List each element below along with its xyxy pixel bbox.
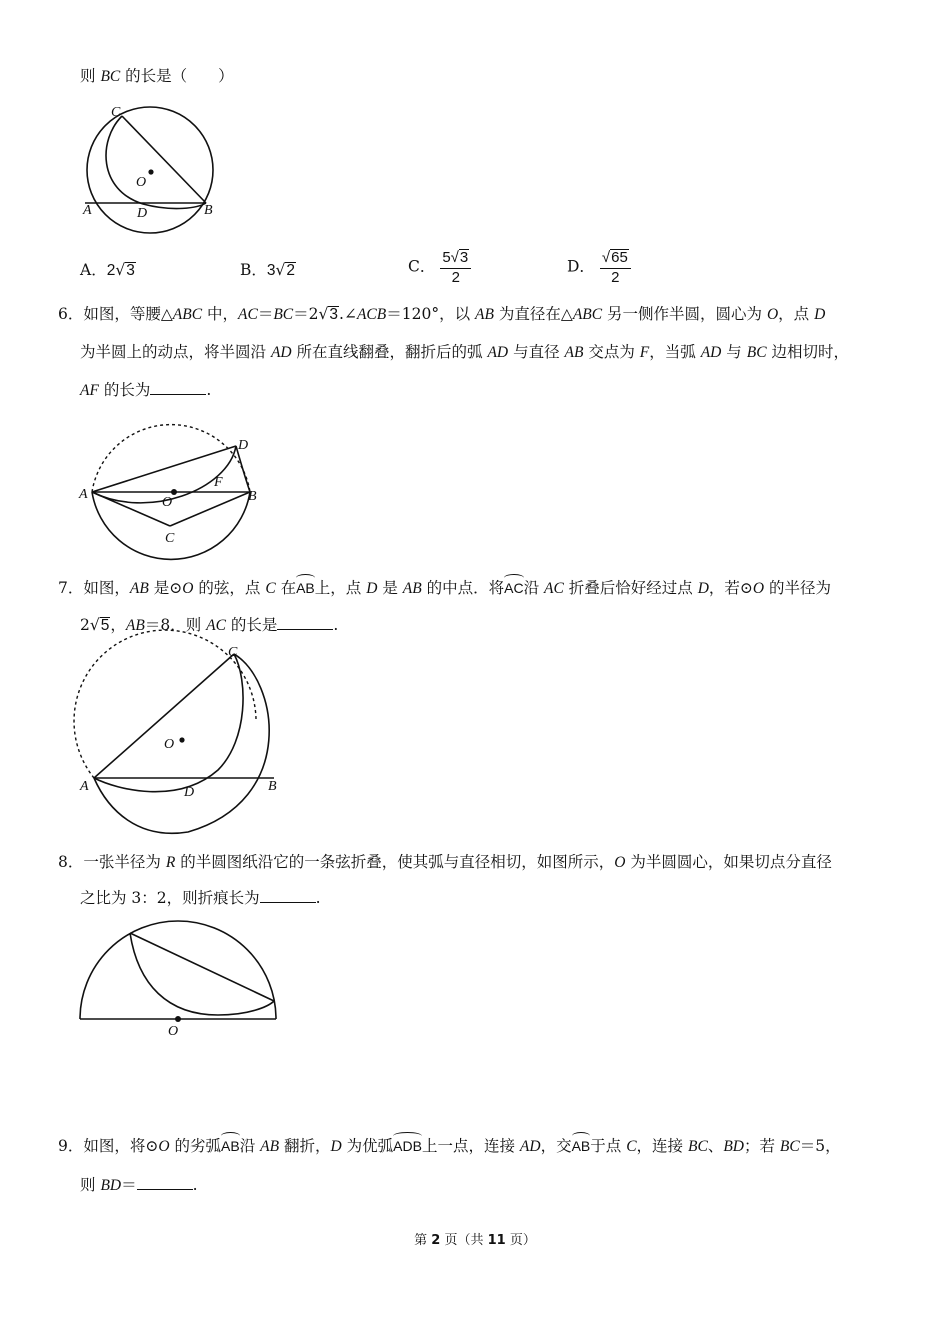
q6-answer-blank[interactable] <box>150 380 206 395</box>
q5-figure <box>78 100 238 240</box>
q6-label-A: A <box>79 487 88 502</box>
q6-label-O: O <box>162 495 173 510</box>
arc-AC: AC <box>504 574 523 598</box>
q8-figure <box>78 915 298 1045</box>
q9-line2: 则 BD＝ . <box>80 1176 198 1194</box>
q7-label-A: A <box>80 779 89 794</box>
q8-answer-blank[interactable] <box>260 888 316 903</box>
q7-line2: 2√5，AB＝8．则 AC 的长是 . <box>80 616 339 634</box>
q7-label-C: C <box>228 645 238 660</box>
q9-line1: 9．如图，将⊙O 的劣弧AB沿 AB 翻折，D 为优弧ADB上一点，连接 AD，交AB于点 C，连接 BC、BD；若 BC＝5， <box>58 1132 841 1157</box>
q7-answer-blank[interactable] <box>277 615 333 630</box>
q6-line3: AF 的长为 . <box>80 381 212 399</box>
q8-line2: 之比为 3：2，则折痕长为 . <box>80 889 321 907</box>
q8-line1: 8．一张半径为 R 的半圆图纸沿它的一条弦折叠，使其弧与直径相切，如图所示，O 为半圆圆心，如果切点分直径 <box>58 853 832 871</box>
page-footer: 第 2 页（共 11 页） <box>414 1233 536 1248</box>
q7-label-B: B <box>268 779 277 794</box>
q5-stem: 则 BC 的长是（ ） <box>80 67 234 85</box>
arc-ADB: ADB <box>393 1132 422 1156</box>
arc-AB-1: AB <box>221 1132 240 1156</box>
q7-label-D: D <box>184 785 195 800</box>
q5-option-a[interactable]: A．2√3 <box>80 261 135 279</box>
q5-label-O: O <box>136 175 147 190</box>
arc-AB-2: AB <box>572 1132 591 1156</box>
q5-label-B: B <box>204 203 213 218</box>
q6-label-C: C <box>165 531 175 546</box>
q5-label-A: A <box>83 203 92 218</box>
q6-line1: 6．如图，等腰△ABC 中，AC＝BC＝2√3.∠ACB＝120°，以 AB 为直径在△ABC 另一侧作半圆，圆心为 O，点 D <box>58 305 826 323</box>
q6-figure <box>78 430 278 570</box>
q7-label-O: O <box>164 737 175 752</box>
q5-label-C: C <box>111 105 121 120</box>
q5-option-d[interactable]: D． $\frac{√65}{2}$ <box>567 248 631 287</box>
q6-label-F: F <box>214 475 223 490</box>
q6-label-B: B <box>248 489 257 504</box>
arc-AB: AB <box>296 574 315 598</box>
q7-line1: 7．如图，AB 是⊙O 的弦，点 C 在AB上，点 D 是 AB 的中点．将AC沿 AC 折叠后恰好经过点 D，若⊙O 的半径为 <box>58 574 831 599</box>
q9-answer-blank[interactable] <box>137 1175 193 1190</box>
q8-label-O: O <box>168 1024 179 1039</box>
q6-label-D: D <box>238 438 249 453</box>
q5-label-D: D <box>137 206 148 221</box>
q5-option-c[interactable]: C． $\frac{5√3}{2}$ <box>408 248 471 287</box>
q7-figure <box>78 640 298 840</box>
q6-line2: 为半圆上的动点，将半圆沿 AD 所在直线翻叠，翻折后的弧 AD 与直径 AB 交点为 F，当弧 AD 与 BC 边相切时， <box>80 343 849 361</box>
q5-option-b[interactable]: B．3√2 <box>240 261 296 279</box>
